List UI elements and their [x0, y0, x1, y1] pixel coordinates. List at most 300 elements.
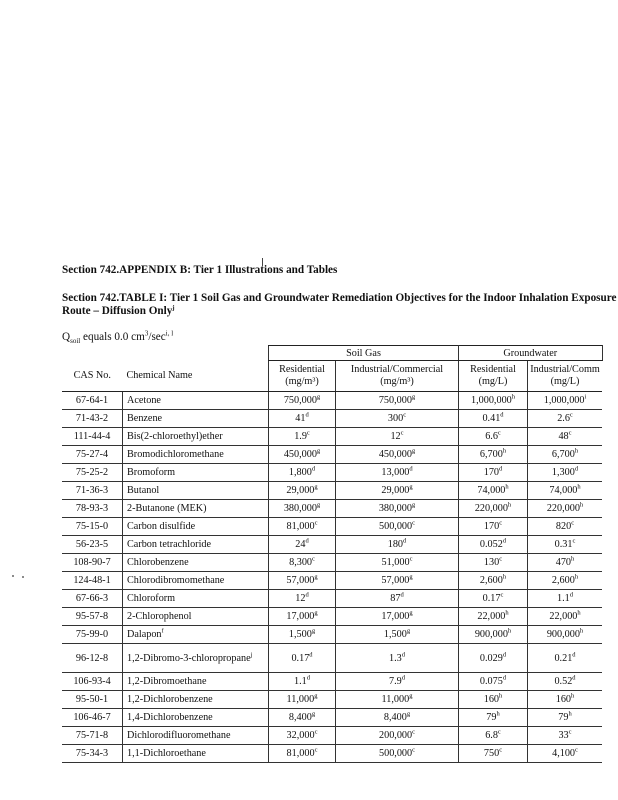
groundwater-residential: [459, 392, 528, 410]
soil-gas-industrial-footnote: g: [411, 447, 416, 455]
soil-gas-residential: [269, 608, 336, 626]
soil-gas-residential: [269, 410, 336, 428]
chemical-name: [123, 626, 269, 644]
soil-gas-residential-value: 0.17: [291, 652, 310, 664]
groundwater-industrial-footnote: h: [579, 501, 584, 509]
chemical-name: [123, 727, 269, 745]
chemical-name: [123, 673, 269, 691]
groundwater-residential-value: 79: [486, 712, 497, 723]
qsoil-sup1: 3: [144, 329, 149, 338]
groundwater-residential-value: 6.6: [485, 431, 498, 442]
groundwater-industrial-footnote: h: [577, 609, 581, 617]
scan-speck: [22, 576, 24, 578]
chemical-name-text: Chlorodibromomethane: [127, 575, 225, 586]
chemical-name: [123, 446, 269, 464]
table-row: [62, 446, 602, 464]
groundwater-industrial-value: 2,600: [551, 575, 575, 586]
chemical-name-text: 2-Chlorophenol: [127, 611, 192, 622]
soil-gas-residential-footnote: g: [316, 501, 321, 509]
table-row: [62, 518, 602, 536]
cas-number: 75-15-0: [62, 518, 123, 536]
groundwater-residential: [459, 673, 528, 691]
chemical-name: [123, 392, 269, 410]
qsoil-text: equals 0.0 cm: [80, 331, 145, 343]
groundwater-industrial: [528, 536, 603, 554]
groundwater-industrial-value: 1.1: [557, 593, 570, 604]
groundwater-industrial-footnote: c: [572, 537, 576, 545]
soil-gas-residential: [269, 727, 336, 745]
groundwater-residential-value: 6,700: [479, 449, 503, 460]
groundwater-residential-footnote: h: [507, 501, 512, 509]
groundwater-industrial: [528, 626, 603, 644]
groundwater-residential: [459, 410, 528, 428]
groundwater-residential-value: 220,000: [474, 503, 508, 514]
soil-gas-industrial-value: 11,000: [381, 694, 410, 705]
chemical-name-text: Dalapon: [127, 629, 162, 640]
table-row: [62, 464, 602, 482]
soil-gas-residential: [269, 644, 336, 673]
table-row: [62, 727, 602, 745]
table-row: [62, 590, 602, 608]
groundwater-residential: [459, 626, 528, 644]
chemical-name-text: Acetone: [127, 395, 161, 406]
table-row: [62, 572, 602, 590]
chemical-name-text: Bromoform: [127, 467, 176, 478]
header-chemical: Chemical Name: [123, 361, 269, 392]
chemical-footnote: f: [161, 627, 164, 635]
chemical-name: [123, 518, 269, 536]
soil-gas-industrial-footnote: g: [406, 710, 411, 718]
soil-gas-industrial-footnote: d: [400, 591, 404, 599]
soil-gas-industrial: [336, 518, 459, 536]
soil-gas-residential-value: 12: [295, 593, 306, 604]
groundwater-industrial: [528, 691, 603, 709]
groundwater-residential-footnote: h: [505, 483, 509, 491]
soil-gas-residential-footnote: c: [314, 746, 318, 754]
chemical-name-text: Bis(2-chloroethyl)ether: [127, 431, 223, 442]
qsoil-sub: soil: [70, 337, 81, 346]
header-gw-res: Residential (mg/L): [459, 361, 528, 392]
groundwater-residential: [459, 464, 528, 482]
soil-gas-industrial-footnote: g: [406, 627, 411, 635]
groundwater-industrial: [528, 709, 603, 727]
soil-gas-industrial: [336, 709, 459, 727]
soil-gas-residential-value: 41: [295, 413, 306, 424]
table-row: [62, 428, 602, 446]
scan-speck: [12, 575, 14, 577]
soil-gas-industrial-footnote: g: [409, 573, 413, 581]
soil-gas-residential: [269, 709, 336, 727]
groundwater-industrial-footnote: d: [572, 651, 576, 659]
groundwater-industrial-footnote: h: [577, 483, 581, 491]
section-title: Section 742.APPENDIX B: Tier 1 Illustrations and Tables: [62, 264, 338, 276]
soil-gas-industrial-footnote: g: [409, 483, 413, 491]
soil-gas-industrial: [336, 500, 459, 518]
chemical-name: [123, 644, 269, 673]
groundwater-residential-value: 0.029: [479, 652, 503, 664]
groundwater-industrial-value: 160: [555, 694, 572, 705]
groundwater-residential-footnote: h: [502, 573, 507, 581]
soil-gas-industrial-footnote: c: [412, 519, 415, 527]
groundwater-industrial-footnote: h: [579, 627, 584, 635]
soil-gas-industrial-value: 1.3: [389, 652, 402, 664]
soil-gas-industrial-value: 500,000: [379, 521, 413, 532]
groundwater-industrial-footnote: c: [569, 411, 573, 419]
groundwater-residential-value: 0.075: [479, 676, 503, 687]
groundwater-industrial-value: 2.6: [557, 413, 570, 424]
cas-number: 75-71-8: [62, 727, 123, 745]
column-header-row: [62, 361, 602, 392]
cas-number: 108-90-7: [62, 554, 123, 572]
soil-gas-residential-value: 17,000: [286, 611, 315, 622]
soil-gas-industrial: [336, 482, 459, 500]
groundwater-residential: [459, 518, 528, 536]
cas-number: 75-99-0: [62, 626, 123, 644]
chemical-name-text: 1,4-Dichlorobenzene: [127, 712, 213, 723]
groundwater-industrial: [528, 673, 603, 691]
soil-gas-residential-value: 1.9: [294, 431, 307, 442]
chemical-name: [123, 464, 269, 482]
cas-number: 71-36-3: [62, 482, 123, 500]
chemical-name-text: Butanol: [127, 485, 160, 496]
groundwater-industrial-footnote: h: [574, 447, 579, 455]
groundwater-industrial: [528, 745, 603, 763]
groundwater-residential-value: 2,600: [479, 575, 503, 586]
soil-gas-industrial: [336, 410, 459, 428]
soil-gas-residential: [269, 745, 336, 763]
soil-gas-residential-footnote: d: [309, 651, 313, 659]
groundwater-residential: [459, 644, 528, 673]
soil-gas-residential: [269, 446, 336, 464]
soil-gas-residential-value: 380,000: [283, 503, 317, 514]
groundwater-residential: [459, 482, 528, 500]
table-row: [62, 745, 602, 763]
groundwater-industrial-value: 22,000: [549, 611, 578, 622]
groundwater-residential: [459, 500, 528, 518]
chemical-name-text: 1,2-Dibromo-3-chloropropane: [127, 652, 251, 664]
soil-gas-residential-value: 8,400: [288, 712, 312, 723]
soil-gas-residential-footnote: g: [314, 609, 318, 617]
soil-gas-residential-value: 81,000: [286, 748, 315, 759]
groundwater-industrial: [528, 446, 603, 464]
soil-gas-residential-value: 450,000: [283, 449, 317, 460]
soil-gas-industrial-footnote: c: [409, 555, 413, 563]
groundwater-residential-value: 160: [483, 694, 500, 705]
soil-gas-residential-value: 32,000: [286, 730, 315, 741]
soil-gas-residential-footnote: g: [311, 627, 316, 635]
groundwater-industrial-value: 470: [555, 557, 572, 568]
soil-gas-residential-value: 29,000: [286, 485, 315, 496]
soil-gas-residential-value: 24: [295, 539, 306, 550]
groundwater-industrial-value: 0.52: [554, 676, 573, 687]
groundwater-residential: [459, 727, 528, 745]
soil-gas-residential-footnote: g: [314, 692, 318, 700]
groundwater-residential-footnote: h: [505, 609, 509, 617]
chemical-name: [123, 554, 269, 572]
groundwater-industrial: [528, 554, 603, 572]
soil-gas-residential-value: 8,300: [289, 557, 313, 568]
soil-gas-industrial-value: 200,000: [379, 730, 413, 741]
soil-gas-industrial: [336, 392, 459, 410]
soil-gas-residential-value: 81,000: [286, 521, 315, 532]
chemical-name: [123, 691, 269, 709]
soil-gas-residential: [269, 673, 336, 691]
soil-gas-residential-footnote: g: [316, 393, 321, 401]
soil-gas-industrial: [336, 464, 459, 482]
chemical-name-text: 1,2-Dibromoethane: [127, 676, 207, 687]
table-title: [62, 292, 618, 318]
soil-gas-industrial: [336, 428, 459, 446]
groundwater-residential-value: 900,000: [474, 629, 508, 640]
groundwater-industrial-footnote: h: [574, 573, 579, 581]
soil-gas-industrial-footnote: g: [411, 501, 416, 509]
group-header-row: [62, 346, 602, 361]
chemical-name-text: Carbon tetrachloride: [127, 539, 212, 550]
soil-gas-industrial-footnote: g: [409, 609, 413, 617]
cas-number: 67-66-3: [62, 590, 123, 608]
groundwater-industrial-value: 79: [558, 712, 569, 723]
groundwater-residential-footnote: h: [499, 692, 503, 700]
groundwater-industrial-footnote: c: [568, 429, 572, 437]
soil-gas-industrial: [336, 626, 459, 644]
soil-gas-residential-footnote: c: [314, 728, 318, 736]
groundwater-residential-footnote: h: [507, 627, 512, 635]
soil-gas-industrial: [336, 673, 459, 691]
soil-gas-industrial-footnote: c: [400, 429, 404, 437]
groundwater-residential: [459, 428, 528, 446]
chemical-name-text: Chloroform: [127, 593, 176, 604]
soil-gas-residential: [269, 626, 336, 644]
groundwater-residential-value: 170: [483, 467, 500, 478]
groundwater-industrial-footnote: h: [571, 692, 575, 700]
groundwater-residential: [459, 446, 528, 464]
groundwater-industrial-footnote: c: [575, 746, 578, 754]
soil-gas-industrial: [336, 554, 459, 572]
soil-gas-residential: [269, 536, 336, 554]
qsoil-text2: /sec: [148, 331, 166, 343]
groundwater-residential: [459, 554, 528, 572]
soil-gas-residential-value: 57,000: [286, 575, 315, 586]
groundwater-industrial-value: 74,000: [549, 485, 578, 496]
qsoil-note: [62, 331, 173, 345]
soil-gas-industrial-value: 1,500: [383, 629, 407, 640]
groundwater-industrial-value: 220,000: [546, 503, 580, 514]
groundwater-industrial: [528, 428, 603, 446]
soil-gas-industrial-value: 57,000: [381, 575, 410, 586]
groundwater-residential-value: 170: [483, 521, 500, 532]
groundwater-residential-value: 22,000: [477, 611, 506, 622]
groundwater-residential: [459, 590, 528, 608]
soil-gas-industrial-value: 29,000: [381, 485, 410, 496]
groundwater-industrial-value: 0.31: [554, 539, 573, 550]
groundwater-residential: [459, 691, 528, 709]
groundwater-industrial-value: 1,300: [551, 467, 575, 478]
soil-gas-residential: [269, 691, 336, 709]
header-cas: CAS No.: [62, 361, 123, 392]
cas-number: 96-12-8: [62, 644, 123, 673]
groundwater-residential-footnote: d: [499, 465, 503, 473]
soil-gas-industrial: [336, 446, 459, 464]
soil-gas-industrial-value: 8,400: [383, 712, 407, 723]
groundwater-industrial-footnote: d: [569, 591, 573, 599]
soil-gas-residential-footnote: c: [306, 429, 310, 437]
soil-gas-industrial-value: 87: [390, 593, 401, 604]
soil-gas-residential-value: 750,000: [283, 395, 317, 406]
soil-gas-industrial-value: 500,000: [379, 748, 413, 759]
soil-gas-residential-value: 1,500: [288, 629, 312, 640]
table-row: [62, 608, 602, 626]
groundwater-industrial-footnote: d: [574, 465, 579, 473]
remediation-table: [62, 345, 603, 763]
groundwater-industrial: [528, 590, 603, 608]
groundwater-residential-value: 130: [483, 557, 500, 568]
chemical-name: [123, 590, 269, 608]
soil-gas-industrial-footnote: d: [409, 465, 413, 473]
table-row: [62, 482, 602, 500]
soil-gas-industrial-value: 450,000: [378, 449, 412, 460]
soil-gas-industrial: [336, 727, 459, 745]
groundwater-industrial-value: 33: [558, 730, 569, 741]
groundwater-industrial-footnote: h: [568, 710, 572, 718]
groundwater-industrial: [528, 410, 603, 428]
group-groundwater: Groundwater: [459, 346, 603, 361]
groundwater-residential-value: 0.052: [479, 539, 503, 550]
groundwater-industrial-value: 820: [555, 521, 572, 532]
soil-gas-industrial: [336, 536, 459, 554]
cas-number: 75-25-2: [62, 464, 123, 482]
qsoil-sup2: i, l: [165, 329, 174, 338]
soil-gas-industrial-footnote: c: [412, 746, 415, 754]
groundwater-industrial: [528, 572, 603, 590]
groundwater-industrial: [528, 644, 603, 673]
groundwater-residential-footnote: c: [499, 555, 503, 563]
chemical-name: [123, 572, 269, 590]
cas-number: 106-46-7: [62, 709, 123, 727]
chemical-name-text: Benzene: [127, 413, 163, 424]
cas-number: 78-93-3: [62, 500, 123, 518]
soil-gas-industrial-footnote: c: [403, 411, 407, 419]
groundwater-industrial: [528, 464, 603, 482]
groundwater-residential-footnote: d: [502, 674, 507, 682]
soil-gas-industrial-footnote: c: [412, 728, 415, 736]
groundwater-industrial-footnote: d: [572, 674, 576, 682]
groundwater-residential-footnote: h: [511, 393, 515, 401]
groundwater-industrial-value: 4,100: [552, 748, 576, 759]
cas-number: 56-23-5: [62, 536, 123, 554]
soil-gas-industrial-value: 51,000: [381, 557, 410, 568]
cas-number: 75-27-4: [62, 446, 123, 464]
soil-gas-residential: [269, 518, 336, 536]
soil-gas-residential-footnote: c: [312, 555, 315, 563]
soil-gas-residential-value: 11,000: [286, 694, 315, 705]
chemical-name: [123, 428, 269, 446]
table-row: [62, 644, 602, 673]
chemical-name-text: 2-Butanone (MEK): [127, 503, 207, 514]
cas-number: 95-57-8: [62, 608, 123, 626]
soil-gas-industrial-footnote: d: [403, 537, 407, 545]
soil-gas-industrial: [336, 608, 459, 626]
groundwater-residential-value: 74,000: [477, 485, 506, 496]
groundwater-residential-footnote: c: [497, 728, 501, 736]
soil-gas-residential-footnote: c: [314, 519, 318, 527]
groundwater-residential-footnote: c: [500, 591, 504, 599]
soil-gas-industrial-value: 180: [387, 539, 404, 550]
soil-gas-residential-footnote: g: [314, 483, 318, 491]
groundwater-residential-footnote: c: [499, 746, 503, 754]
chemical-name: [123, 608, 269, 626]
table-row: [62, 709, 602, 727]
soil-gas-residential-footnote: d: [305, 591, 309, 599]
groundwater-industrial: [528, 500, 603, 518]
soil-gas-industrial: [336, 644, 459, 673]
groundwater-residential: [459, 572, 528, 590]
soil-gas-industrial-footnote: d: [401, 651, 405, 659]
groundwater-industrial: [528, 518, 603, 536]
groundwater-residential-value: 0.17: [482, 593, 501, 604]
groundwater-residential-footnote: d: [502, 537, 507, 545]
soil-gas-residential: [269, 590, 336, 608]
groundwater-industrial-footnote: h: [571, 555, 575, 563]
soil-gas-residential: [269, 554, 336, 572]
soil-gas-residential-footnote: d: [305, 537, 309, 545]
soil-gas-residential-value: 1.1: [294, 676, 307, 687]
table-row: [62, 691, 602, 709]
soil-gas-residential-footnote: d: [305, 411, 309, 419]
soil-gas-residential: [269, 392, 336, 410]
cas-number: 124-48-1: [62, 572, 123, 590]
chemical-footnote: j: [250, 651, 253, 659]
soil-gas-industrial-value: 750,000: [378, 395, 412, 406]
groundwater-industrial-footnote: i: [584, 393, 587, 401]
chemical-name-text: 1,2-Dichlorobenzene: [127, 694, 213, 705]
chemical-name: [123, 536, 269, 554]
header-soil-ind: Industrial/Commercial (mg/m³): [336, 361, 459, 392]
table-row: [62, 392, 602, 410]
groundwater-industrial-value: 48: [558, 431, 569, 442]
table-row: [62, 536, 602, 554]
soil-gas-industrial-footnote: g: [409, 692, 413, 700]
soil-gas-industrial: [336, 691, 459, 709]
soil-gas-residential-footnote: d: [306, 674, 310, 682]
table-row: [62, 500, 602, 518]
soil-gas-industrial-value: 17,000: [381, 611, 410, 622]
soil-gas-residential-footnote: g: [316, 447, 321, 455]
groundwater-residential-value: 0.41: [482, 413, 501, 424]
soil-gas-residential-value: 1,800: [288, 467, 312, 478]
groundwater-residential-footnote: h: [496, 710, 500, 718]
groundwater-residential: [459, 608, 528, 626]
groundwater-industrial-footnote: c: [568, 728, 572, 736]
table-row: [62, 673, 602, 691]
chemical-name: [123, 745, 269, 763]
groundwater-residential-footnote: d: [502, 651, 507, 659]
soil-gas-industrial: [336, 572, 459, 590]
cas-number: 71-43-2: [62, 410, 123, 428]
groundwater-residential: [459, 745, 528, 763]
table-row: [62, 626, 602, 644]
chemical-name: [123, 482, 269, 500]
chemical-name-text: Dichlorodifluoromethane: [127, 730, 231, 741]
soil-gas-industrial-footnote: d: [401, 674, 405, 682]
groundwater-industrial-value: 0.21: [554, 652, 573, 664]
groundwater-industrial: [528, 392, 603, 410]
chemical-name-text: Chlorobenzene: [127, 557, 189, 568]
qsoil-prefix: Q: [62, 331, 71, 343]
groundwater-industrial: [528, 727, 603, 745]
groundwater-residential-footnote: c: [497, 429, 501, 437]
groundwater-industrial: [528, 608, 603, 626]
table-row: [62, 410, 602, 428]
